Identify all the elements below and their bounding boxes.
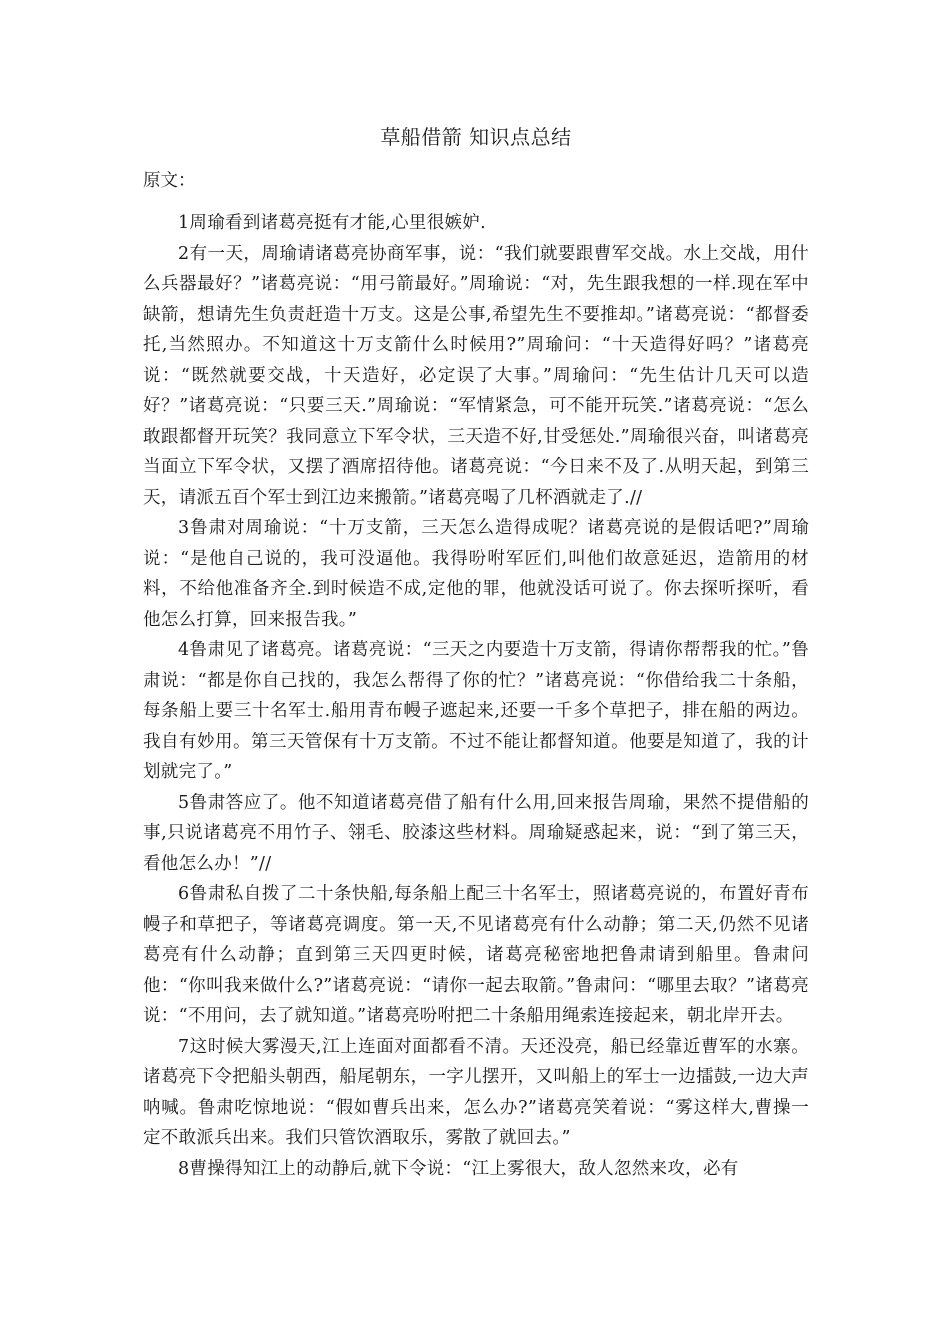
paragraph: 6鲁肃私自拨了二十条快船,每条船上配三十名军士，照诸葛亮说的，布置好青布幔子和草把子，等诸葛亮调度。第一天,不见诸葛亮有什么动静；第二天,仍然不见诸葛亮有什么动静；直到第三天四更时候，诸葛亮秘密地把鲁肃请到船里。鲁肃问他：“你叫我来做什么?”诸葛亮说：“请你一起去取箭。”鲁肃问：“哪里去取？”诸葛亮说：“不用问，去了就知道。”诸葛亮吩咐把二十条船用绳索连接起来，朝北岸开去。 (143, 884, 809, 1026)
document-page (143, 118, 809, 1184)
section-label: 原文： (143, 171, 196, 191)
paragraph: 8曹操得知江上的动静后,就下令说：“江上雾很大，敌人忽然来攻，必有 (178, 1158, 739, 1179)
paragraph: 7这时候大雾漫天,江上连面对面都看不清。天还没亮，船已经靠近曹军的水寨。诸葛亮下令把船头朝西，船尾朝东，一字儿摆开，又叫船上的军士一边擂鼓,一边大声呐喊。鲁肃吃惊地说：“假如曹兵出来，怎么办?”诸葛亮笑着说：“雾这样大,曹操一定不敢派兵出来。我们只管饮酒取乐，雾散了就回去。” (143, 1036, 809, 1148)
paragraph: 5鲁肃答应了。他不知道诸葛亮借了船有什么用,回来报告周瑜，果然不提借船的事,只说诸葛亮不用竹子、翎毛、胶漆这些材料。周瑜疑惑起来，说：“到了第三天，看他怎么办！”// (143, 792, 809, 874)
paragraph: 4鲁肃见了诸葛亮。诸葛亮说：“三天之内要造十万支箭，得请你帮帮我的忙。”鲁肃说：“都是你自己找的，我怎么帮得了你的忙？”诸葛亮说：“你借给我二十条船，每条船上要三十名军士.船用青布幔子遮起来,还要一千多个草把子，排在船的两边。我自有妙用。第三天管保有十万支箭。不过不能让都督知道。他要是知道了，我的计划就完了。” (143, 640, 809, 782)
paragraph: 3鲁肃对周瑜说：“十万支箭，三天怎么造得成呢？诸葛亮说的是假话吧?”周瑜说：“是他自己说的，我可没逼他。我得吩咐军匠们,叫他们故意延迟，造箭用的材料，不给他准备齐全.到时候造不成,定他的罪，他就没话可说了。你去探听探听，看他怎么打算，回来报告我。” (143, 518, 809, 630)
paragraph: 1周瑜看到诸葛亮挺有才能,心里很嫉妒. (178, 213, 486, 233)
paragraph: 2有一天，周瑜请诸葛亮协商军事，说：“我们就要跟曹军交战。水上交战，用什么兵器最好？”诸葛亮说：“用弓箭最好。”周瑜说：“对，先生跟我想的一样.现在军中缺箭，想请先生负责赶造十万支。这是公事,希望先生不要推却。”诸葛亮说：“都督委托,当然照办。不知道这十万支箭什么时候用?”周瑜问：“十天造得好吗？”诸葛亮说：“既然就要交战，十天造好，必定误了大事。”周瑜问：“先生估计几天可以造好？”诸葛亮说：“只要三天.”周瑜说：“军情紧急，可不能开玩笑.”诸葛亮说：“怎么敢跟都督开玩笑？我同意立下军令状，三天造不好,甘受惩处.”周瑜很兴奋，叫诸葛亮当面立下军令状，又摆了酒席招待他。诸葛亮说：“今日来不及了.从明天起，到第三天，请派五百个军士到江边来搬箭。”诸葛亮喝了几杯酒就走了.// (143, 243, 809, 508)
document-title: 草船借箭 知识点总结 (380, 125, 572, 149)
